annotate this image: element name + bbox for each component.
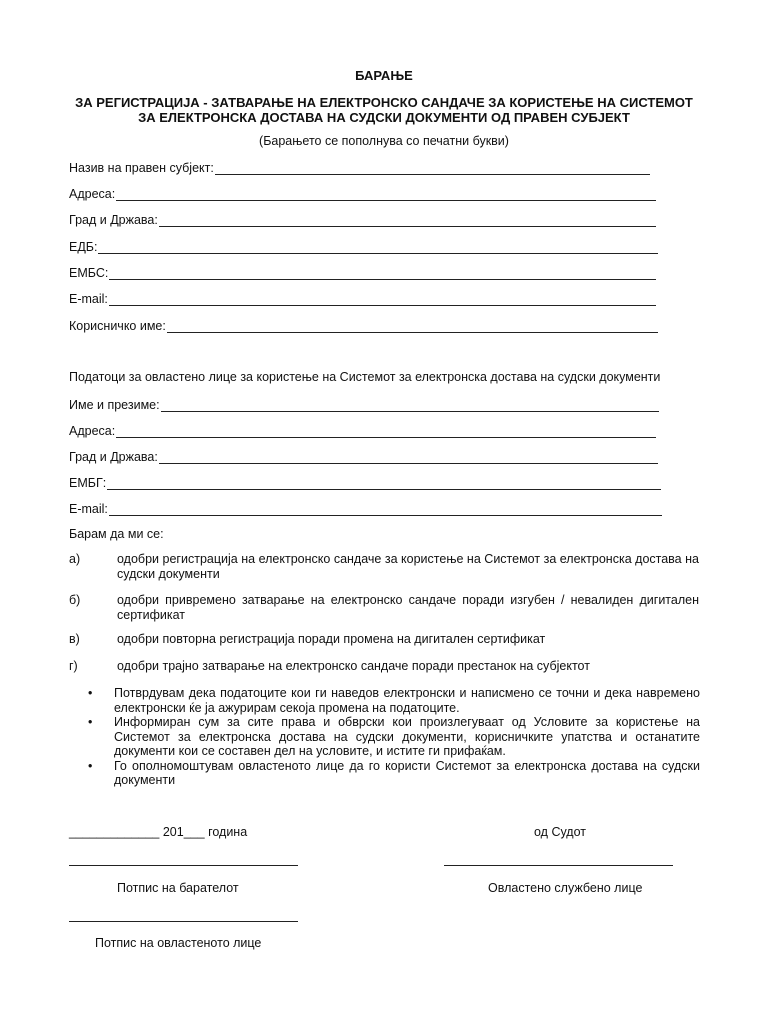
legal-entity-email-field[interactable] — [69, 290, 656, 306]
field-label: Корисничко име: — [69, 319, 166, 333]
declaration-text: Потврдувам дека податоците кои ги наведов електронски и написмено се точни и дека навремено електронски ќе ја ажурирам секоја промена на податоците. — [114, 686, 700, 715]
fill-line — [159, 213, 656, 227]
fill-line — [109, 292, 656, 306]
authorized-city-field[interactable] — [69, 448, 658, 464]
edb-field[interactable] — [69, 238, 658, 254]
authorized-name-field[interactable] — [69, 396, 659, 412]
option-marker: а) — [69, 552, 81, 566]
year-prefix: 201 — [162, 825, 184, 839]
fill-line — [107, 476, 661, 490]
field-label: Град и Држава: — [69, 213, 158, 227]
declaration-text: Го ополномоштувам овластеното лице да го користи Системот за електронска достава на судски документи — [114, 758, 700, 787]
document-title: БАРАЊЕ — [355, 68, 413, 83]
option-text: одобри повторна регистрација поради промена на дигитален сертификат — [117, 632, 546, 646]
declarations-list — [88, 686, 700, 788]
field-label: ЕДБ: — [69, 240, 98, 254]
official-signature-label: Овластено службено лице — [488, 881, 643, 895]
field-label: ЕМБГ: — [69, 476, 107, 490]
legal-entity-name-field[interactable] — [69, 159, 650, 175]
request-intro: Барам да ми се: — [69, 527, 164, 541]
declaration-item — [88, 759, 700, 788]
fill-line — [167, 319, 658, 333]
document-subtitle-line2: ЗА ЕЛЕКТРОНСКА ДОСТАВА НА СУДСКИ ДОКУМЕНТИ ОД ПРАВЕН СУБЈЕКТ — [138, 110, 630, 125]
legal-entity-address-field[interactable] — [69, 185, 656, 201]
bullet-icon: • — [88, 686, 93, 700]
field-label: Име и презиме: — [69, 398, 160, 412]
username-field[interactable] — [69, 317, 658, 333]
applicant-signature-label: Потпис на барателот — [117, 881, 239, 895]
declaration-item — [88, 715, 700, 759]
date-blank: _____________ — [69, 825, 160, 839]
option-text: одобри трајно затварање на електронско сандаче поради престанок на субјектот — [117, 659, 590, 673]
field-label: Адреса: — [69, 187, 116, 201]
document-subtitle-line1: ЗА РЕГИСТРАЦИЈА - ЗАТВАРАЊЕ НА ЕЛЕКТРОНСКО САНДАЧЕ ЗА КОРИСТЕЊЕ НА СИСТЕМОТ — [75, 95, 693, 110]
authorized-signature-line[interactable] — [69, 921, 298, 922]
bullet-icon: • — [88, 715, 93, 729]
fill-line — [116, 187, 656, 201]
year-label: година — [208, 825, 248, 839]
applicant-signature-line[interactable] — [69, 865, 298, 866]
fill-instruction-note: (Барањето се пополнува со печатни букви) — [259, 134, 509, 148]
fill-line — [161, 398, 659, 412]
court-label: од Судот — [534, 825, 587, 839]
embg-field[interactable] — [69, 474, 661, 490]
year-blank: ___ — [183, 825, 205, 839]
option-text: одобри регистрација на електронско сандаче за користење на Системот за електронска достава на судски документи — [117, 552, 699, 581]
fill-line — [109, 266, 656, 280]
fill-line — [116, 424, 656, 438]
authorized-address-field[interactable] — [69, 422, 656, 438]
field-label: ЕМБС: — [69, 266, 109, 280]
field-label: Назив на правен субјект: — [69, 161, 214, 175]
fill-line — [215, 161, 650, 175]
option-text: одобри привремено затварање на електронско сандаче поради изгубен / невалиден дигитален сертификат — [117, 593, 699, 622]
field-label: E-mail: — [69, 292, 108, 306]
field-label: Град и Држава: — [69, 450, 158, 464]
date-line[interactable] — [69, 825, 247, 839]
option-marker: в) — [69, 632, 80, 646]
bullet-icon: • — [88, 758, 93, 773]
option-marker: г) — [69, 659, 78, 673]
legal-entity-city-field[interactable] — [69, 211, 656, 227]
authorized-signature-label: Потпис на овластеното лице — [95, 936, 262, 950]
authorized-email-field[interactable] — [69, 500, 662, 516]
fill-line — [159, 450, 658, 464]
field-label: E-mail: — [69, 502, 108, 516]
field-label: Адреса: — [69, 424, 116, 438]
declaration-item — [88, 686, 700, 715]
fill-line — [98, 240, 658, 254]
official-signature-line[interactable] — [444, 865, 673, 866]
declaration-text: Информиран сум за сите права и обврски кои произлегуваат од Условите за користење на Системот за електронска достава на судски документи, корисничките упатства и останатите документи кои се составен дел на условите, и истите ги прифаќам. — [114, 715, 700, 758]
option-marker: б) — [69, 593, 81, 607]
fill-line — [109, 502, 662, 516]
authorized-person-section-title: Податоци за овластено лице за користење на Системот за електронска достава на судски документи — [69, 370, 661, 384]
embs-field[interactable] — [69, 264, 656, 280]
